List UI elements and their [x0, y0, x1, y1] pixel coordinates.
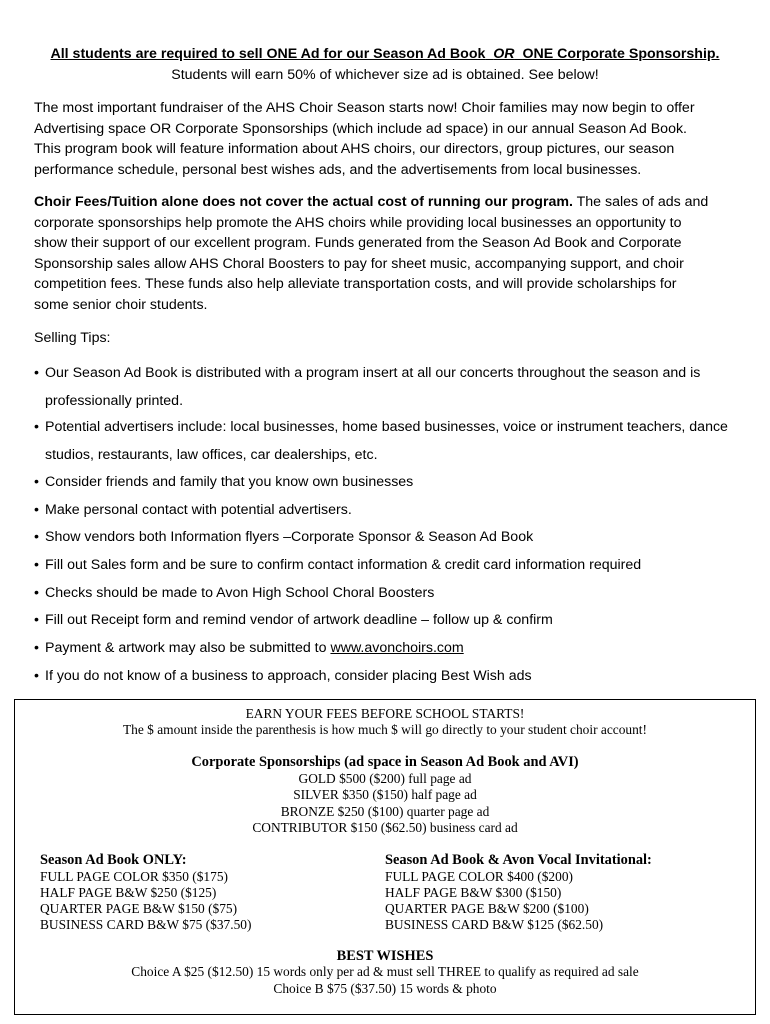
headline [0, 46, 770, 62]
season-avi-title: Season Ad Book & Avon Vocal Invitational: [385, 852, 652, 868]
headline-part2: ONE Corporate Sponsorship. [522, 46, 720, 62]
corporate-level: BRONZE $250 ($100) quarter page ad [280, 804, 490, 819]
headline-or: OR [493, 46, 515, 62]
season-only-item: FULL PAGE COLOR $350 ($175) [40, 869, 228, 884]
season-only-item: HALF PAGE B&W $250 ($125) [40, 885, 217, 900]
season-only-item: BUSINESS CARD B&W $75 ($37.50) [40, 917, 252, 932]
headline-part1: All students are required to sell ONE Ad for our Season Ad Book [50, 46, 486, 62]
fees-line: some senior choir students. [34, 296, 208, 313]
intro-line: Advertising space OR Corporate Sponsorships (which include ad space) in our annual Season Ad Book. [34, 120, 687, 137]
best-wishes-choice-b: Choice B $75 ($37.50) 15 words & photo [273, 981, 497, 996]
season-avi-item: FULL PAGE COLOR $400 ($200) [385, 869, 573, 884]
intro-line: performance schedule, personal best wishes ads, and the advertisements from local businesses. [34, 161, 642, 178]
selling-tips-title: Selling Tips: [34, 330, 111, 346]
bullet-icon: • [34, 557, 39, 573]
fees-line: corporate sponsorships help promote the AHS choirs while providing local businesses an opportunity to [34, 214, 682, 231]
intro-line: The most important fundraiser of the AHS Choir Season starts now! Choir families may now begin to offer [34, 100, 695, 116]
bullet-icon: • [34, 474, 39, 490]
best-wishes-choice-a: Choice A $25 ($12.50) 15 words only per ad & must sell THREE to qualify as required ad sale [131, 964, 639, 979]
fees-box-heading: EARN YOUR FEES BEFORE SCHOOL STARTS! [245, 706, 525, 721]
bullet-icon: • [34, 419, 39, 435]
subline: Students will earn 50% of whichever size ad is obtained. See below! [171, 67, 599, 83]
fees-lead: Choir Fees/Tuition alone does not cover the actual cost of running our program. [34, 194, 573, 210]
fees-line: show their support of our excellent program. Funds generated from the Season Ad Book and Corporate [34, 235, 682, 252]
season-avi-column [385, 851, 652, 933]
bullet-icon: • [34, 502, 39, 518]
tip-item: • If you do not know of a business to approach, consider placing Best Wish ads [34, 663, 756, 691]
bullet-icon: • [34, 529, 39, 545]
fees-line: competition fees. These funds also help alleviate transportation costs, and will provide scholarships for [34, 276, 677, 293]
bullet-icon: • [34, 640, 39, 656]
tip-item: • Fill out Sales form and be sure to confirm contact information & credit card information required [34, 552, 756, 580]
season-only-title: Season Ad Book ONLY: [40, 852, 187, 868]
fees-box-note: The $ amount inside the parenthesis is how much $ will go directly to your student choir account! [123, 722, 647, 737]
tip-item: • Fill out Receipt form and remind vendor of artwork deadline – follow up & confirm [34, 607, 756, 635]
fees-line: Sponsorship sales allow AHS Choral Boosters to pay for sheet music, accompanying support, and choir [34, 255, 684, 272]
avonchoirs-link[interactable]: www.avonchoirs.com [330, 640, 464, 656]
fees-line: The sales of ads and [572, 194, 709, 210]
tip-item: • Consider friends and family that you know own businesses [34, 469, 756, 497]
intro-line: This program book will feature information about AHS choirs, our directors, group pictures, our season [34, 141, 675, 158]
corporate-level: CONTRIBUTOR $150 ($62.50) business card ad [252, 820, 518, 835]
corporate-title: Corporate Sponsorships (ad space in Season Ad Book and AVI) [191, 754, 579, 770]
fees-paragraph [34, 192, 756, 316]
corporate-level: GOLD $500 ($200) full page ad [298, 771, 472, 786]
tip-item: • Our Season Ad Book is distributed with a program insert at all our concerts throughout the season and is professionally printed. [34, 360, 756, 415]
season-only-item: QUARTER PAGE B&W $150 ($75) [40, 901, 238, 916]
season-avi-item: HALF PAGE B&W $300 ($150) [385, 885, 562, 900]
bullet-icon: • [34, 612, 39, 628]
tip-item: • Payment & artwork may also be submitted to www.avonchoirs.com [34, 635, 756, 663]
corporate-level: SILVER $350 ($150) half page ad [293, 787, 477, 802]
fees-box [14, 699, 756, 1015]
season-avi-item: BUSINESS CARD B&W $125 ($62.50) [385, 917, 604, 932]
tip-item: • Checks should be made to Avon High School Choral Boosters [34, 580, 756, 608]
tip-item: • Make personal contact with potential advertisers. [34, 497, 756, 525]
bullet-icon: • [34, 585, 39, 601]
bullet-icon: • [34, 365, 39, 381]
intro-paragraph [34, 98, 756, 180]
tip-item: • Potential advertisers include: local businesses, home based businesses, voice or instrument teachers, dance studios, restaurants, law offices, car dealerships, etc. [34, 414, 756, 469]
season-only-column [40, 851, 251, 933]
best-wishes-title: BEST WISHES [336, 948, 434, 964]
tip-item: • Show vendors both Information flyers –Corporate Sponsor & Season Ad Book [34, 524, 756, 552]
season-avi-item: QUARTER PAGE B&W $200 ($100) [385, 901, 589, 916]
bullet-icon: • [34, 668, 39, 684]
